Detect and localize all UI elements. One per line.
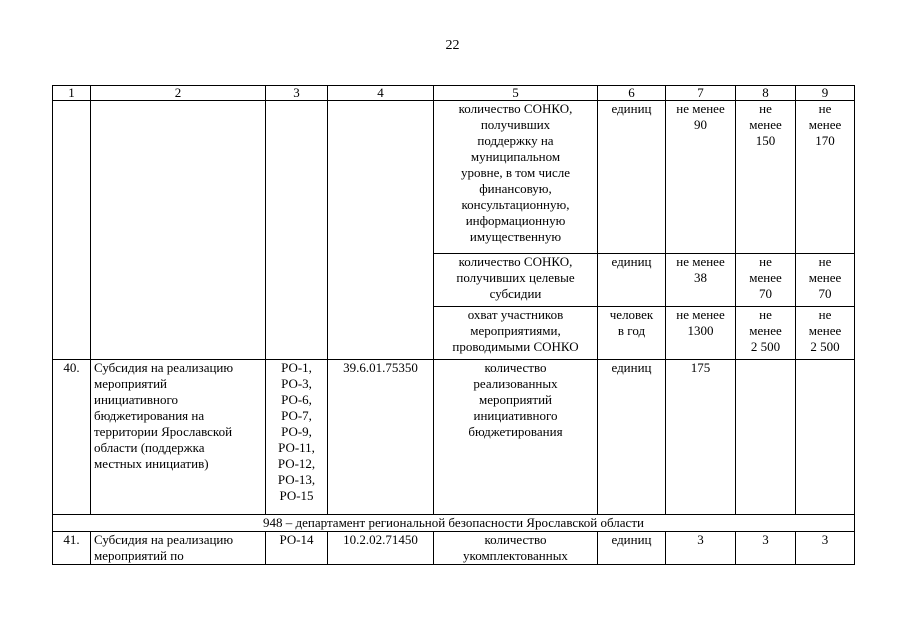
column-header: 9 xyxy=(796,86,855,101)
department-row xyxy=(53,515,855,532)
column-header: 7 xyxy=(666,86,736,101)
budget-code-cell: 10.2.02.71450 xyxy=(328,532,434,565)
value-cell: не менее 1300 xyxy=(666,307,736,360)
subsidy-name-cell: Субсидия на реализацию мероприятий инициативного бюджетирования на территории Ярославской области (поддержка местных инициатив) xyxy=(91,360,266,515)
empty-cell xyxy=(91,101,266,360)
column-header: 1 xyxy=(53,86,91,101)
indicator-cell: охват участников мероприятиями, проводимыми СОНКО xyxy=(434,307,598,360)
column-header: 6 xyxy=(598,86,666,101)
value-cell: 3 xyxy=(796,532,855,565)
value-cell: не менее 150 xyxy=(736,101,796,254)
column-header: 3 xyxy=(266,86,328,101)
unit-cell: единиц xyxy=(598,360,666,515)
value-cell: не менее 170 xyxy=(796,101,855,254)
column-header: 8 xyxy=(736,86,796,101)
indicator-cell: количество СОНКО, получивших целевые субсидии xyxy=(434,254,598,307)
empty-cell xyxy=(53,101,91,360)
column-header: 5 xyxy=(434,86,598,101)
value-cell: не менее 38 xyxy=(666,254,736,307)
empty-cell xyxy=(328,101,434,360)
subsidy-name-cell: Субсидия на реализацию мероприятий по xyxy=(91,532,266,565)
column-number-row xyxy=(53,86,855,101)
unit-cell: единиц xyxy=(598,532,666,565)
ro-code-cell: РО-14 xyxy=(266,532,328,565)
table-row xyxy=(53,360,855,515)
column-header: 4 xyxy=(328,86,434,101)
value-cell: не менее 70 xyxy=(736,254,796,307)
value-cell xyxy=(736,360,796,515)
subsidy-table xyxy=(52,85,855,565)
ro-code-cell: РО-1, РО-3, РО-6, РО-7, РО-9, РО-11, РО-12, РО-13, РО-15 xyxy=(266,360,328,515)
page-number: 22 xyxy=(445,38,460,53)
indicator-cell: количество реализованных мероприятий инициативного бюджетирования xyxy=(434,360,598,515)
value-cell: не менее 70 xyxy=(796,254,855,307)
indicator-cell: количество СОНКО, получивших поддержку на муниципальном уровне, в том числе финансовую, консультационную, информационную имущественную xyxy=(434,101,598,254)
table-row xyxy=(53,532,855,565)
value-cell: не менее 2 500 xyxy=(796,307,855,360)
budget-code-cell: 39.6.01.75350 xyxy=(328,360,434,515)
row-number-cell: 40. xyxy=(53,360,91,515)
indicator-cell: количество укомплектованных xyxy=(434,532,598,565)
value-cell: не менее 2 500 xyxy=(736,307,796,360)
unit-cell: единиц xyxy=(598,101,666,254)
row-number-cell: 41. xyxy=(53,532,91,565)
column-header: 2 xyxy=(91,86,266,101)
table-row xyxy=(53,101,855,254)
value-cell xyxy=(796,360,855,515)
value-cell: 3 xyxy=(736,532,796,565)
value-cell: 175 xyxy=(666,360,736,515)
value-cell: не менее 90 xyxy=(666,101,736,254)
unit-cell: человек в год xyxy=(598,307,666,360)
unit-cell: единиц xyxy=(598,254,666,307)
empty-cell xyxy=(266,101,328,360)
department-title: 948 – департамент региональной безопасности Ярославской области xyxy=(53,515,855,532)
value-cell: 3 xyxy=(666,532,736,565)
